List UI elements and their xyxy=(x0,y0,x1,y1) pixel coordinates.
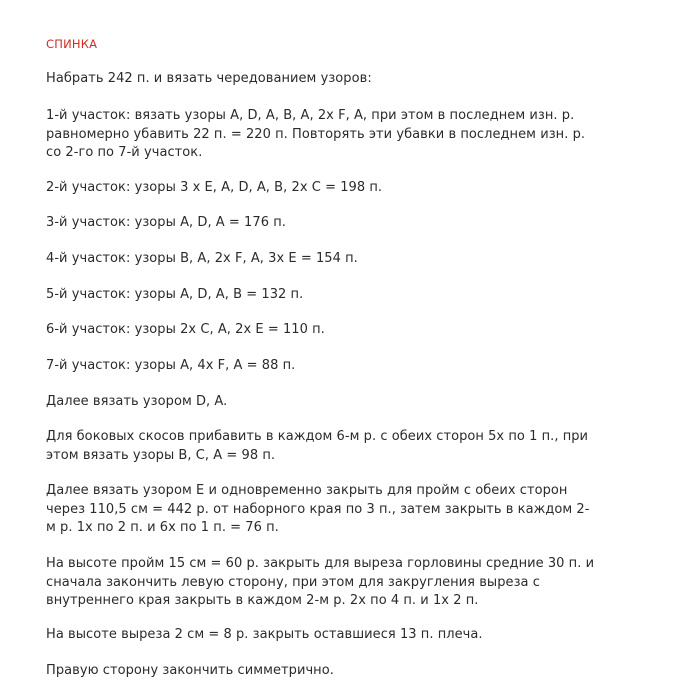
paragraph-side-increases: Для боковых скосов прибавить в каждом 6-м р. с обеих сторон 5x по 1 п., при этом вязать узоры B, C, A = 98 п. xyxy=(46,429,589,463)
paragraph-section-1: 1-й участок: вязать узоры A, D, A, B, A, 2x F, A, при этом в последнем изн. р. равномерно убавить 22 п. = 220 п. Повторять эти убавки в последнем изн. р. со 2-го по 7-й участок. xyxy=(46,108,586,160)
paragraph-cast-on: Набрать 242 п. и вязать чередованием узоров: xyxy=(46,71,372,86)
paragraph-section-4: 4-й участок: узоры B, A, 2x F, A, 3x E = 154 п. xyxy=(46,251,358,266)
paragraph-neckline: На высоте пройм 15 см = 60 р. закрыть для выреза горловины средние 30 п. и сначала закончить левую сторону, при этом для закругления выреза с внутреннего края закрыть в каждом 2-м р. 2x по 4 п. и 1x 2 п. xyxy=(46,556,595,608)
paragraph-continue: Далее вязать узором D, A. xyxy=(46,394,228,409)
section-title: СПИНКА xyxy=(46,37,98,51)
paragraph-shoulder: На высоте выреза 2 см = 8 р. закрыть оставшиеся 13 п. плеча. xyxy=(46,627,483,642)
paragraph-armholes: Далее вязать узором E и одновременно закрыть для пройм с обеих сторон через 110,5 см = 442 р. от наборного края по 3 п., затем закрыть в каждом 2- м р. 1x по 2 п. и 6x по 1 п. = 76 п. xyxy=(46,483,590,535)
paragraph-section-2: 2-й участок: узоры 3 x E, A, D, A, B, 2x C = 198 п. xyxy=(46,180,383,195)
paragraph-right-side: Правую сторону закончить симметрично. xyxy=(46,663,334,678)
paragraph-section-7: 7-й участок: узоры A, 4x F, A = 88 п. xyxy=(46,358,296,373)
paragraph-section-3: 3-й участок: узоры A, D, A = 176 п. xyxy=(46,215,286,230)
paragraph-section-6: 6-й участок: узоры 2x C, A, 2x E = 110 п. xyxy=(46,322,325,337)
paragraph-section-5: 5-й участок: узоры A, D, A, B = 132 п. xyxy=(46,287,304,302)
